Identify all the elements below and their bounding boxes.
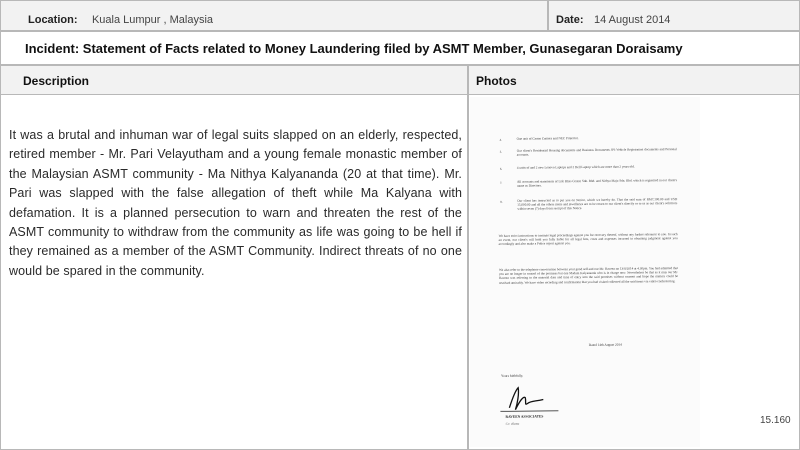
letter-item-text: All accounts and statements of Life Bliss Centre Sdn. Bhd. and Nithya Maju Sdn. Bhd. which is registered in our client's name as Directors. — [516, 178, 678, 188]
letter-firm-name: RAVEEN ASSOCIATES — [505, 414, 544, 419]
location-cell — [0, 0, 548, 31]
description-header-cell — [0, 65, 468, 95]
description-body — [0, 95, 468, 450]
letter-item-text: Our client's Residential Housing documents and Business Documents JPJ-Vehicle Registration documents and Personal accounts. — [516, 147, 677, 157]
signature-mark — [507, 385, 547, 411]
photos-body — [468, 95, 800, 450]
letter-paragraph-strict: We have strict instructions to institute legal proceedings against you for recovery thereof, without any further reference to you. In such an event, our client's will hold you fully liable for all legal fees, costs and expenses incurred in obtaining judgment against you accordingly and also make a Police report against you. — [498, 232, 678, 247]
letter-closing: Yours faithfully, — [501, 373, 524, 378]
letter-date: Dated 14th August 2014 — [588, 342, 622, 347]
date-value: 14 August 2014 — [593, 14, 671, 26]
letter-item-number: 4. — [499, 137, 502, 142]
description-text: It was a brutal and inhuman war of legal suits slapped on an elderly, respected, retired member - Mr. Pari Velayutham and a young female monastic member of the Malaysian ASMT community - Ma Nithya Kalyananda (20 at that time). Mr. Pari was slapped with the false allegation of theft while Ma Kalyana with defamation. It is a planned persecution to warn and threaten the rest of the ASMT community to withdraw from the community as life was going to be hell if they remained as a member of the ASMT Community. Indirect threats of no one would be spared in the community. — [9, 128, 462, 278]
incident-title: Incident: Statement of Facts related to Money Laundering filed by ASMT Member, Gunasegaran Doraisamy — [25, 41, 683, 56]
letter-item-number: 5. — [499, 149, 502, 154]
location-value: Kuala Lumpur , Malaysia — [91, 14, 214, 26]
incident-title-cell — [0, 31, 800, 65]
letter-page — [480, 102, 694, 447]
letter-item-text: 4 units of and 2 new Lenovo Laptops and 2 Dell Laptop which are more than 2 years old. — [516, 164, 635, 170]
location-label: Location: — [28, 14, 78, 26]
letter-item-number: 8. — [500, 199, 503, 204]
description-header: Description — [23, 74, 90, 88]
letter-cc: Cc: clients — [505, 421, 520, 426]
scanned-letter-photo — [470, 97, 700, 447]
date-cell — [548, 0, 800, 31]
letter-item-number: 6. — [499, 166, 503, 171]
letter-item-text: Our client has instructed us to put you on Notice, which we hereby do. That the said sum of RM7,100.00 and USD 15,000.00 and all the others items and jewelleries are to be return to our client's directly or to us as our client's solicitors within seven (7) days from receipt of this Notice. — [517, 197, 678, 212]
photos-header-cell — [468, 65, 800, 95]
photos-header: Photos — [476, 74, 517, 88]
letter-item-number: 7. — [500, 180, 503, 185]
letter-paragraph-refer: We also refer to the telephone conversation between your good self and our Mr. Raveen on 13/8/2014 at 4.30pm. You had admitted that you are no longer in control of the premises but one Madam Kalyananda who is in charge now. Nevertheless be that as it may our Mr. Raveen was referring to the material date and time of entry into the said premises without consent and hope the matters could be resolved amicably. We have video recording and confirmation that you had visited collected all the said items via video conferencing. — [498, 266, 679, 285]
page-number: 15.160 — [760, 415, 791, 426]
date-label: Date: — [556, 14, 584, 26]
letter-item-text: One unit of Canon Camera and NEC Projector. — [516, 136, 579, 141]
